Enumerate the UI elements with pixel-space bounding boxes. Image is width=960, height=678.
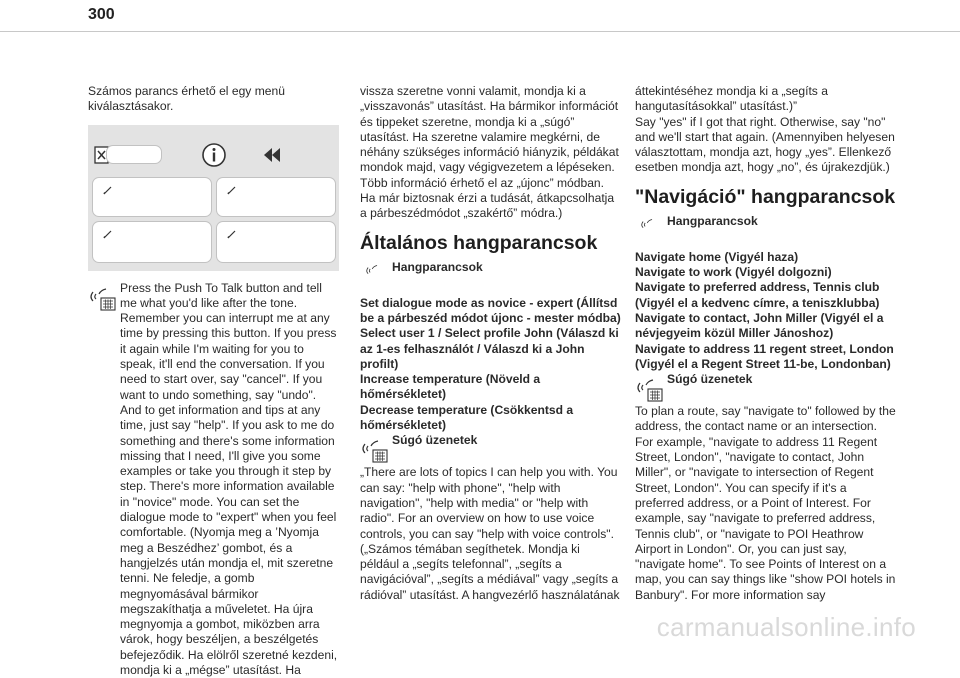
push-to-talk-text: Press the Push To Talk button and tell me what you'd like after the tone. Remember you can interrupt me at any time by pressing this button. If you press it again while I'm waiting for you to speak, it'll end the conversation. If you need to start over, say "cancel". If you want to undo something, say "undo". And to get information and tips at any time, just say "help". If you ask to me do something and there's some information missing that I need, I'll give you some examples or take you through it step by step. There's more information available in "novice" mode. You can set the dialogue mode to "expert" when you feel comfortable. (Nyomja meg a ’Nyomja meg a Beszédhez’ gombot, és a hangjelzés után mondja el, mit szeretne tenni. Ne feledje, a gomb megnyomásával bármikor megszakíthatja a műveletet. Ha újra megnyomja a gombot, miközben arra várok, hogy beszéljen, a beszélgetés befejeződik. Ha elölről szeretné kezdeni, mondja ki a „mégse” utasítást. Ha xyxy=(120,280,338,678)
voice-icon xyxy=(635,214,665,236)
top-rule xyxy=(0,31,960,32)
screen-cell-3 xyxy=(92,221,212,263)
nav-help-messages-label: Súgó üzenetek xyxy=(667,372,753,387)
voice-icon xyxy=(360,260,390,282)
pen-icon xyxy=(102,228,114,240)
page-number: 300 xyxy=(88,6,115,23)
watermark: carmanualsonline.info xyxy=(656,612,916,642)
screen-cell-4 xyxy=(216,221,336,263)
column-2-continuation: vissza szeretne vonni valamit, mondja ki a „visszavonás” utasítást. Ha bármikor információt és tippeket szeretne, mondja ki a „súgó” utasítást. Ha szeretne valamire megkérni, de néhány szükséges információ hiányzik, példákat mondok majd, vagy végigvezetem a lépéseken. Több információ érhető el az „újonc” módban. Ha már biztosnak érzi a tudását, átkapcsolhatja a párbeszédmódot „szakértő” módra.) xyxy=(360,84,619,221)
column-3-continuation: áttekintéséhez mondja ki a „segíts a hangutasításokkal” utasítást.)” Say "yes" if I got that right. Otherwise, say "no" and we'll start that again. (Amennyiben helyesen választottam, mondja azt, hogy „yes”. Ellenkező esetben mondja azt, hogy „no”, és újrakezdjük.) xyxy=(635,84,895,175)
general-commands-list: Set dialogue mode as novice - expert (Állítsd be a párbeszéd módot újonc - mester módba) Select user 1 / Select profile John (Válaszd ki az 1-es felhasználót / Válaszd ki a John profilt) Increase temperature (Növeld a hőmérsékletet) Decrease temperature (Csökkentsd a hőmérsékletet) xyxy=(360,295,621,433)
nav-help-messages-heading xyxy=(635,372,897,404)
column-1 xyxy=(88,84,338,678)
screen-cell-1 xyxy=(92,177,212,217)
info-icon xyxy=(201,142,227,168)
general-help-text: „There are lots of topics I can help you with. You can say: "help with phone", "help with navigation", "help with media" or "help with radio". For an overview on how to use voice controls, you can say "help with voice controls". („Számos témában segíthetek. Mondja ki például a „segíts telefonnal”, „segíts a navigációval”, „segíts a médiával” vagy „segíts a rádióval” utasítást. A hangvezérlő használatának xyxy=(360,465,620,602)
pen-icon xyxy=(226,228,238,240)
navigation-voice-commands-title: "Navigáció" hangparancsok xyxy=(635,185,896,208)
voice-commands-label: Hangparancsok xyxy=(392,259,483,274)
screen-top-left-field xyxy=(106,145,162,164)
help-message-icon xyxy=(360,433,390,465)
navigation-commands-list: Navigate home (Vigyél haza) Navigate to work (Vigyél dolgozni) Navigate to preferred address, Tennis club (Vigyél el a kedvenc címre, a teniszklubba) Navigate to contact, John Miller (Vigyél el a névjegyeim közül Miller Jánoshoz) Navigate to address 11 regent street, London (Vigyél el a Regent Street 11-be, Londonban) xyxy=(635,249,894,371)
navigation-help-text: To plan a route, say "navigate to" followed by the address, the contact name or an intersection. For example, "navigate to address 11 Regent Street, London", "navigate to contact, John Miller", or "navigate to intersection of Regent Street, London". You can specify if it's a preferred address, or a Point of Interest. For example, say "navigate to preferred address, Tennis club", or "navigate to POI Heathrow Airport in London". Or, you can just say, "navigate home". To see Points of Interest on a map, you can say things like "show POI hotels in Banbury". For more information say xyxy=(635,404,896,602)
general-voice-commands-title: Általános hangparancsok xyxy=(360,231,598,254)
push-to-talk-icon xyxy=(88,281,118,313)
nav-voice-commands-heading xyxy=(635,214,897,236)
nav-voice-commands-label: Hangparancsok xyxy=(667,213,758,228)
voice-commands-heading xyxy=(360,260,622,282)
push-to-talk-block xyxy=(88,281,338,678)
help-messages-label: Súgó üzenetek xyxy=(392,433,478,448)
help-messages-heading xyxy=(360,433,622,465)
pen-icon xyxy=(226,184,238,196)
intro-text: Számos parancs érhető el egy menü kiválasztásakor. xyxy=(88,84,285,114)
pen-icon xyxy=(102,184,114,196)
screen-cell-2 xyxy=(216,177,336,217)
column-2 xyxy=(360,84,622,603)
screen-top-right-area xyxy=(254,145,330,164)
voice-menu-screen-illustration xyxy=(88,125,339,271)
column-3 xyxy=(635,84,897,603)
help-message-icon xyxy=(635,372,665,404)
